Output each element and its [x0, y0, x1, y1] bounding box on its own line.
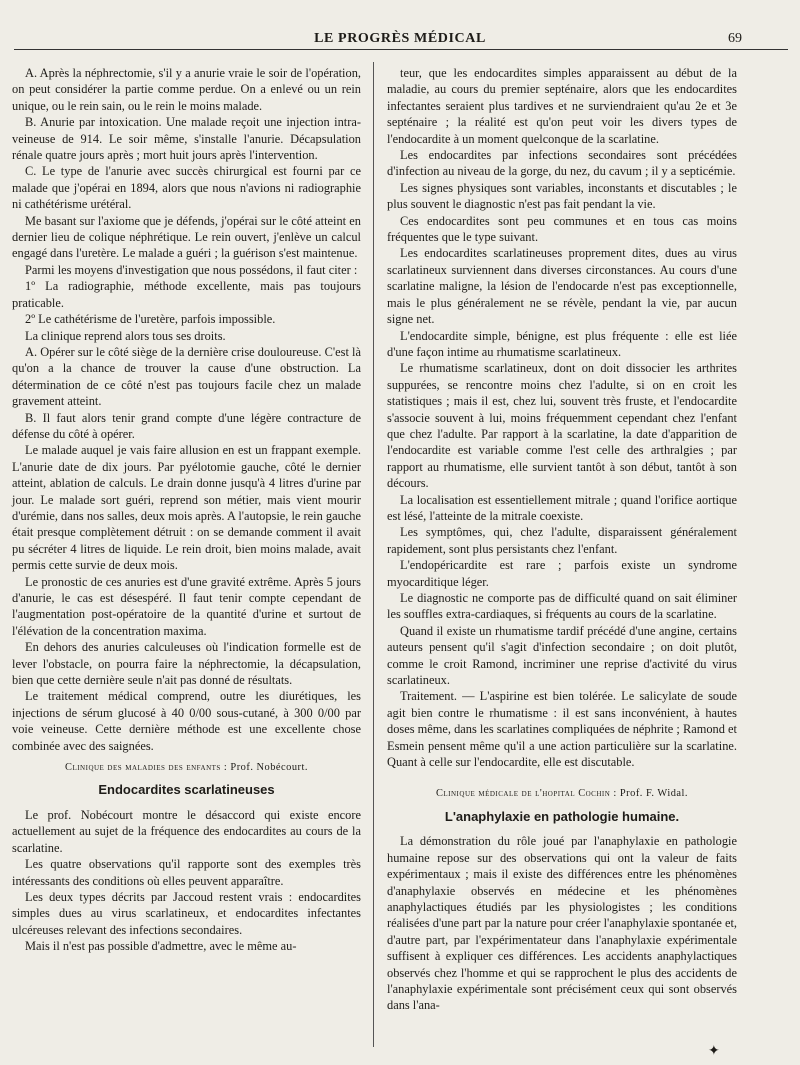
section-professor: Prof. Nobécourt. [230, 762, 308, 774]
paragraph: Parmi les moyens d'investigation que nous possédons, il faut citer : [25, 262, 358, 277]
paragraph: Traitement. — L'aspirine est bien tolérée. Le salicylate de soude agit bien contre le rhumatisme : il est sans inconvénient, à hautes doses même, dans les scarlatines compliquées de néphrite ; Ramond et Esmein pensent même qu'il a une action particulière sur la scarlatine. Quant à celle sur l'endocardite, elle est discutable. [387, 689, 737, 770]
left-column [12, 65, 361, 955]
section-heading-right [387, 786, 737, 802]
paragraph: B. Il faut alors tenir grand compte d'une légère contracture de défense du côté à opérer. [12, 410, 361, 441]
article-title-left: Endocardites scarlatineuses [98, 782, 275, 798]
paragraph: A. Après la néphrectomie, s'il y a anurie vraie le soir de l'opération, on peut considérer la partie comme perdue. On a enlevé ou un rein unique, ou le rein sain, ou le rein le moins malade. [12, 66, 361, 113]
paragraph: Le pronostic de ces anuries est d'une gravité extrême. Après 5 jours d'anurie, le cas est désespéré. Il faut tenir compte cependant de l'augmentation post-opératoire de la quantité d'urine et surtout de l'élévation de la concentration maxima. [12, 574, 361, 638]
paragraph: L'endopéricardite est rare ; parfois existe un syndrome myocarditique léger. [387, 558, 737, 589]
paragraph: Les deux types décrits par Jaccoud restent vrais : endocardites simples dues au virus scarlatineux, et endocardites infectantes ulcéreuses relevant des infections secondaires. [12, 889, 361, 937]
section-clinic: Clinique médicale de l'hopital Cochin : [435, 788, 617, 800]
paragraph: Les endocardites par infections secondaires sont précédées d'infection au niveau de la gorge, du nez, du cavum ; il y a septicémie. [387, 148, 737, 179]
right-column [387, 65, 737, 1014]
paragraph: Me basant sur l'axiome que je défends, j'opérai sur le côté atteint en dernier lieu de colique néphrétique. Le rein ouvert, j'enlève un calcul engagé dans l'uretère. Le malade a guéri ; la guérison s'est maintenue. [12, 213, 361, 261]
section-clinic: Clinique des maladies des enfants : [65, 762, 228, 774]
paragraph: La localisation est essentiellement mitrale ; quand l'orifice aortique est lésé, l'atteinte de la mitrale coexiste. [387, 492, 737, 523]
journal-title: LE PROGRÈS MÉDICAL [314, 31, 486, 46]
paragraph: Les signes physiques sont variables, inconstants et discutables ; le plus souvent le diagnostic n'est pas fait pendant la vie. [387, 180, 737, 212]
paragraph: En dehors des anuries calculeuses où l'indication formelle est de lever l'obstacle, on pourra faire la néphrectomie, la décapsulation, bien que cette dernière seule n'ait pas donné de résultats. [12, 640, 361, 688]
left-paragraphs [12, 65, 361, 754]
column-divider [373, 62, 374, 1047]
paragraph: Le rhumatisme scarlatineux, dont on doit dissocier les arthrites suppurées, se rencontre moins chez l'adulte, si on en croit les statistiques ; mais il est, chez lui, souvent très fruste, et l'endocardite s'associe souvent à lui, moins fréquemment cependant chez l'enfant que chez l'adulte. Par rapport à la scarlatine, la date d'apparition de l'endocardite est variable comme l'est celle des arthralgies ; par rapport au rhumatisme, elle survient tantôt à son début, tantôt à son décours. [387, 361, 737, 491]
left-article-paragraphs [12, 807, 361, 955]
paragraph: Les symptômes, qui, chez l'adulte, disparaissent généralement rapidement, sont plus persistants chez l'enfant. [387, 525, 737, 556]
article-title-right: L'anaphylaxie en pathologie humaine. [444, 808, 680, 824]
paragraph: Le diagnostic ne comporte pas de difficulté quand on sait éliminer les souffles extra-cardiaques, si fréquents au cours de la scarlatine. [387, 591, 737, 622]
paragraph: Le prof. Nobécourt montre le désaccord qui existe encore actuellement au sujet de la fréquence des endocardites au cours de la scarlatine. [12, 807, 361, 855]
paragraph: La démonstration du rôle joué par l'anaphylaxie en pathologie humaine repose sur des observations qui ont la valeur de faits expérimentaux ; mais il existe des différences entre les phénomènes d'anaphylaxie observés en médecine et les phénomènes anaphylactiques étudiés par les physiologistes ; les conditions réalisées d'une part par la nature pour créer l'anaphylaxie spontanée et, d'autre part, par l'expérimentateur dans l'anaphylaxie expérimentale suffisent à expliquer ces différences. Les accidents anaphylactiques observés chez l'homme et qui se rapprochent le plus des accidents de l'anaphylaxie expérimentale sont précisément ceux qui sont observés dans l'ana- [387, 834, 737, 1013]
right-paragraphs [387, 65, 737, 770]
paragraph: Mais il n'est pas possible d'admettre, avec le même au- [25, 939, 297, 954]
paragraph: teur, que les endocardites simples apparaissent au début de la maladie, au cours du premier septénaire, alors que les endocardites infectantes seraient plus tardives et ne surviendraient qu'au 2e et 3e septénaire ; la réalité est qu'on peut voir les divers types de l'endocardite à un moment quelconque de la scarlatine. [387, 66, 737, 146]
ornament-icon: ✦ [708, 1044, 720, 1059]
right-article-paragraphs [387, 833, 737, 1013]
paragraph: B. Anurie par intoxication. Une malade reçoit une injection intra-veineuse de 914. Le soir même, s'installe l'anurie. Décapsulation rénale quatre jours après ; mort huit jours après l'intervention. [12, 115, 361, 163]
paragraph: L'endocardite simple, bénigne, est plus fréquente : elle est liée d'une façon intime au rhumatisme scarlatineux. [387, 328, 737, 359]
paragraph: Les quatre observations qu'il rapporte sont des exemples très intéressants des conditions où elles peuvent apparaître. [12, 857, 361, 888]
paragraph: Le traitement médical comprend, outre les diurétiques, les injections de sérum glucosé à 40 0/00 sous-cutané, à 300 0/00 par voie veineuse. Cette dernière méthode est une excellente chose combinée avec des saignées. [12, 689, 361, 753]
paragraph: C. Le type de l'anurie avec succès chirurgical est fourni par ce malade que j'opérai en 1894, alors que nous n'avions ni radiographie ni cathétérisme urétéral. [12, 164, 361, 212]
header-rule [14, 49, 788, 50]
page-number: 69 [728, 31, 742, 46]
section-professor: Prof. F. Widal. [619, 788, 689, 800]
page-header [0, 0, 800, 52]
paragraph: Ces endocardites sont peu communes et en tous cas moins fréquentes que le type suivant. [387, 213, 737, 245]
paragraph: 2º Le cathétérisme de l'uretère, parfois impossible. [25, 312, 276, 327]
section-heading-left [12, 760, 361, 776]
paragraph: Le malade auquel je vais faire allusion en est un frappant exemple. L'anurie date de dix jours. Par pyélotomie gauche, côté le dernier atteint, ablation de calculs. Le drain donne jusqu'à 4 litres d'urine par jour. Le malade sort guéri, reprend son métier, mais vient mourir d'urémie, dans nos salles, deux mois après. A l'autopsie, le rein gauche était presque complètement détruit : on se demande comment il avait pu sécréter 4 litres de liquide. Le rein droit, bien moins malade, avait permis cette survie de deux mois. [12, 443, 361, 573]
paragraph: Les endocardites scarlatineuses proprement dites, dues au virus scarlatineux surviennent dans diverses circonstances. Au cours d'une scarlatine maligne, la lésion de l'endocarde n'est pas exceptionnelle, mais le plus généralement ne se révèle, pendant la vie, par aucun signe net. [387, 246, 737, 327]
paragraph: A. Opérer sur le côté siège de la dernière crise douloureuse. C'est là qu'on a la chance de trouver la cause d'une obstruction. La détermination de ce côté n'est pas toujours facile chez un malade gravement atteint. [12, 344, 361, 409]
paragraph: Quand il existe un rhumatisme tardif précédé d'une angine, certains auteurs pensent qu'il s'agit d'infection secondaire ; on doit plutôt, comme le croit Ramond, incriminer une reprise d'activité du virus scarlatineux. [387, 623, 737, 688]
paragraph: 1º La radiographie, méthode excellente, mais pas toujours praticable. [12, 279, 361, 310]
paragraph: La clinique reprend alors tous ses droits. [25, 328, 226, 343]
